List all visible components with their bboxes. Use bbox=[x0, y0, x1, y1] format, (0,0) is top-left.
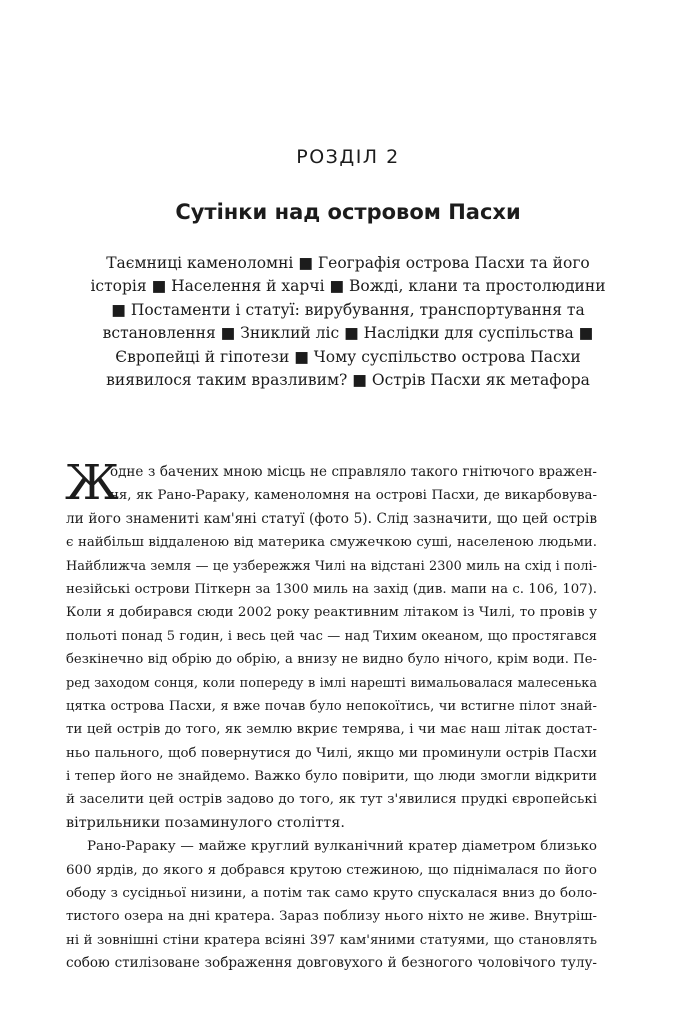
text-line: Рано-Рараку — майже круглий вулканічний кратер діаметром близько bbox=[87, 839, 597, 855]
chapter-label: РОЗДІЛ 2 bbox=[296, 146, 400, 168]
text-line: і тепер його не знайдемо. Важко було повірити, що люди змогли відкрити bbox=[66, 769, 597, 785]
text-line: собою стилізоване зображення довговухого й безногого чоловічого тулу- bbox=[66, 955, 597, 972]
text-line: Найближча земля — це узбережжя Чилі на відстані 2300 миль на схід і полі- bbox=[66, 558, 597, 574]
body-text bbox=[65, 455, 597, 976]
text-line: ньо пального, щоб повернутися до Чилі, якщо ми проминули острів Пасхи bbox=[66, 745, 597, 761]
text-line: вітрильники позаминулого століття. bbox=[66, 814, 345, 831]
text-line: ні й зовнішні стіни кратера всіяні 397 кам'яними статуями, що становлять bbox=[66, 932, 597, 948]
text-line: ободу з сусідньої низини, а потім так само круто спускалася вниз до боло- bbox=[66, 886, 597, 902]
drop-cap: Ж bbox=[65, 455, 119, 511]
text-line: тистого озера на дні кратера. Зараз поблизу нього ніхто не живе. Внутріш- bbox=[66, 909, 597, 925]
text-line: 600 ярдів, до якого я добрався крутою стежиною, що піднімалася по його bbox=[66, 862, 597, 878]
text-line: ня, як Рано-Рараку, каменоломня на острові Пасхи, де викарбовува- bbox=[110, 488, 597, 504]
text-line: незійські острови Піткерн за 1300 миль на захід (див. мапи на с. 106, 107). bbox=[66, 581, 597, 597]
text-line: є найбільш віддаленою від материка смужечкою суші, населеною людьми. bbox=[66, 535, 597, 551]
topics-line: Таємниці каменоломні ■ Географія острова Пасхи та його bbox=[106, 254, 590, 272]
text-line: ред заходом сонця, коли попереду в імлі нарешті вимальовалася малесенька bbox=[66, 675, 597, 691]
text-line: безкінечно від обрію до обрію, а внизу не видно було нічого, крім води. Пе- bbox=[66, 652, 597, 668]
text-line: ти цей острів до того, як землю вкриє темрява, і чи має наш літак достат- bbox=[66, 722, 597, 738]
text-line: одне з бачених мною місць не справляло такого гнітючого вражен- bbox=[110, 464, 597, 480]
topics-line: встановлення ■ Зниклий ліс ■ Наслідки для суспільства ■ bbox=[102, 324, 594, 343]
topics-line: історія ■ Населення й харчі ■ Вожді, клани та простолюдини bbox=[90, 277, 606, 296]
topics-line: Європейці й гіпотези ■ Чому суспільство острова Пасхи bbox=[115, 347, 581, 366]
text-line: цятка острова Пасхи, я вже почав було непокоїтись, чи встигне пілот знай- bbox=[66, 698, 597, 714]
text-line: й заселити цей острів задово до того, як тут з'явилися прудкі європейські bbox=[66, 792, 597, 808]
chapter-topics bbox=[80, 252, 616, 392]
topics-line: ■ Постаменти і статуї: вирубування, транспортування та bbox=[111, 300, 585, 319]
text-line: ли його знамениті кам'яні статуї (фото 5). Слід зазначити, що цей острів bbox=[66, 510, 597, 527]
text-line: Коли я добирався сюди 2002 року реактивним літаком із Чилі, то провів у bbox=[66, 605, 597, 621]
chapter-title: Сутінки над островом Пасхи bbox=[175, 200, 521, 224]
text-line: польоті понад 5 годин, і весь цей час — над Тихим океаном, що простягався bbox=[66, 628, 597, 644]
topics-line: виявилося таким вразливим? ■ Острів Пасхи як метафора bbox=[106, 371, 590, 390]
